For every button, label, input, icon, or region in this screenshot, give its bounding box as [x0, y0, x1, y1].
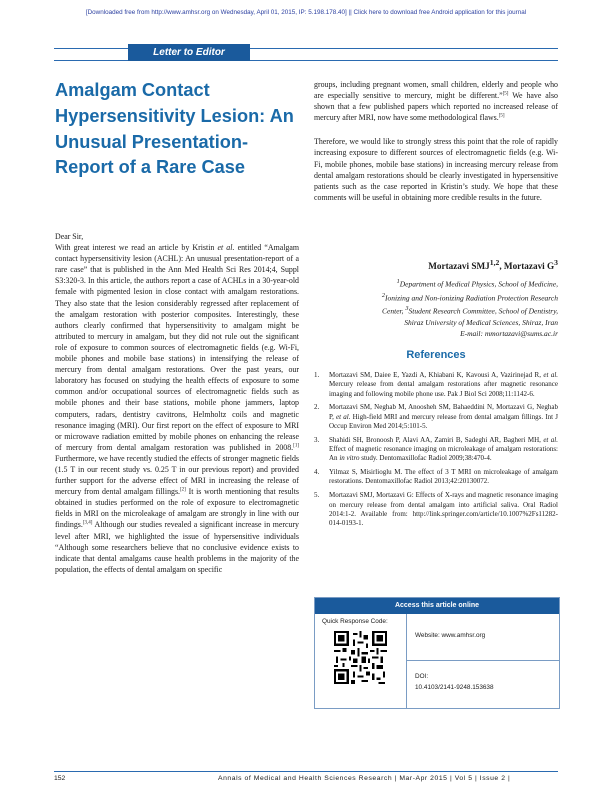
affiliation: $^1$Department of Medical Physics, School of Medicine, $^2$Ionizing and Non-ionizing Radiation Protection Research Center, $^3$Student Research Committee, School of Dentistry, Shiraz University of Medical Sciences, Shiraz, Iran E-mail: mmortazavi@sums.ac.ir — [314, 276, 558, 339]
footer-rule — [54, 771, 558, 772]
reference-list — [314, 371, 558, 533]
citation: [5] — [502, 91, 509, 97]
website-link[interactable]: Website: www.amhsr.org — [415, 632, 486, 639]
page-number: 152 — [54, 775, 66, 782]
body-paragraph-2: groups, including pregnant women, small children, elderly and people who are especially sensitive to mercury, might be different.”[5] We have also shown that a few published papers which reported no increased release of mercury after MRI, now have some methodological flaws.[5] — [314, 80, 559, 123]
author-line: Mortazavi SMJ$^{1,2}$, Mortazavi $G^3$ — [428, 258, 558, 272]
reference-item: 2. Mortazavi SM, Neghab M, Anoosheh SM, Bahaeddini N, Mortazavi G, Neghab P, et al. High-field MRI and mercury release from dental amalgam fillings. Int J Occup Environ Med 2014;5:101-5. — [314, 403, 558, 430]
journal-info: Annals of Medical and Health Sciences Research | Mar-Apr 2015 | Vol 5 | Issue 2 | — [218, 775, 511, 782]
right-column — [314, 79, 558, 203]
website-cell — [407, 614, 559, 661]
download-banner[interactable]: [Downloaded free from http://www.amhsr.org on Wednesday, April 01, 2015, IP: 5.198.178.40] || Click here to download free Android application for this journal — [85, 9, 527, 16]
article-title: Amalgam Contact Hypersensitivity Lesion: An Unusual Presentation-Report of a Rare Case — [55, 80, 294, 178]
body-paragraph-3: Therefore, we would like to strongly stress this point that the role of rapidly increasing exposure to different sources of electromagnetic fields (e.g. Wi-Fi, mobile phones, mobile base stations) in increasing mercury release from dental amalgam restorations should be clearly investigated in hypersensitive patients such as the case reported in Kristin’s study. We hope that these comments will be useful in obtaining more credible results in the future. — [314, 137, 558, 202]
citation: [1] — [293, 443, 299, 449]
access-article-box — [314, 597, 560, 709]
citation: [3,4] — [82, 520, 93, 526]
citation: [2] — [180, 487, 186, 493]
qr-label: Quick Response Code: — [322, 618, 388, 625]
doi-label: DOI: — [415, 673, 429, 680]
reference-item: 4. Yilmaz S, Misirlioglu M. The effect of 3 T MRI on microleakage of amalgam restorations. Dentomaxillofac Radiol 2013;42:20130072. — [314, 468, 558, 486]
reference-link-text[interactable]: Mortazavi SMJ, Mortazavi G: Effects of X-rays and magnetic resonance imaging on mercury release from dental amalgam into artificial saliva. Oral Radiol 2014:1-2. Available from: http://link.springer.com/article/10.1007%2Fs11282-014-0193-1. — [329, 491, 558, 528]
citation: [5] — [498, 113, 505, 119]
reference-item: 3. Shahidi SH, Bronoosh P, Alavi AA, Zamiri B, Sadeghi AR, Bagheri MH, et al. Effect of magnetic resonance imaging on microleakage of amalgam restorations: An in vitro study. Dentomaxillofac Radiol 2009;38:470-4. — [314, 435, 558, 463]
reference-item: 5. Mortazavi SMJ, Mortazavi G: Effects of X-rays and magnetic resonance imaging on mercury release from dental amalgam into artificial saliva. Oral Radiol 2014:1-2. Available from: http://link.springer.com/article/10.1007%2Fs11282-014-0193-1. — [314, 491, 558, 528]
qr-code-icon[interactable] — [334, 631, 387, 684]
page-footer — [54, 775, 558, 785]
salutation: Dear Sir, — [55, 232, 84, 241]
doi-value[interactable]: 10.4103/2141-9248.153638 — [415, 684, 494, 691]
author-email[interactable]: E-mail: mmortazavi@sums.ac.ir — [460, 328, 558, 338]
qr-cell — [315, 614, 407, 708]
reference-item: 1. Mortazavi SM, Daiee E, Yazdi A, Khiabani K, Kavousi A, Vazirinejad R, et al. Mercury release from dental amalgam restorations after magnetic resonance imaging and following mobile phone use. Pak J Biol Sci 2008;11:1142-6. — [314, 371, 559, 398]
references-heading: References — [406, 349, 466, 361]
doi-cell — [407, 661, 559, 708]
body-paragraph-1: With great interest we read an article by Kristin et al. entitled “Amalgam contact hypersensitivity lesion (ACHL): An unusual presentation-report of a rare case” that is published in the Ann Med Health Sci Res 2014;4, Suppl S3:320-3. In this article, the authors report a case of ACHLs in a 30-year-old female with pigmented lesion in close contact with amalgam restorations. They also state that the lesion considerably regressed after replacement of the amalgam restoration with posterior composites. Interestingly, these authors clearly confirmed that hypersensitivity to amalgam might be attributed to mercury in amalgam, but they did not rule out the significant role of exposure to common sources of electromagnetic fields (e.g. Wi-Fi, mobile phones and mobile base stations) in intensifying the release of mercury from dental amalgam restorations. Over the past years, our laboratory has focused on studying the health effects of exposure to some common and/or occupational sources of electromagnetic fields such as mobile phones and their base stations, mobile phone jammers, laptop computers, radars, dentistry cavitrons, Helmholtz coils and magnetic resonance imaging (MRI). Our first report on the effect of exposure to MRI or microwave radiation emitted by mobile phones on enhancing the release of mercury from dental amalgam restoration was published in 2008.[1] Furthermore, we have recently studied the effects of stronger magnetic fields (1.5 T in our recent study vs. 0.25 T in our previous report) and provided further support for the adverse effect of MRI in increasing the release of mercury from dental amalgam fillings.[2] It is worth mentioning that results obtained in studies performed on the role of exposure to electromagnetic fields in MRI on the microleakage of amalgam are strongly in line with our findings.[3,4] Although our studies revealed a significant increase in mercury level after MRI, we highlighted the issue of hypersensitive individuals “Although some researchers believe that no conclusive evidence exists to indicate that dental amalgams cause health problems in the majority of the population, the effects of dental amalgam on specific — [55, 243, 299, 574]
left-column — [55, 231, 299, 575]
access-box-heading: Access this article online — [315, 598, 559, 614]
section-label: Letter to Editor — [128, 44, 250, 61]
